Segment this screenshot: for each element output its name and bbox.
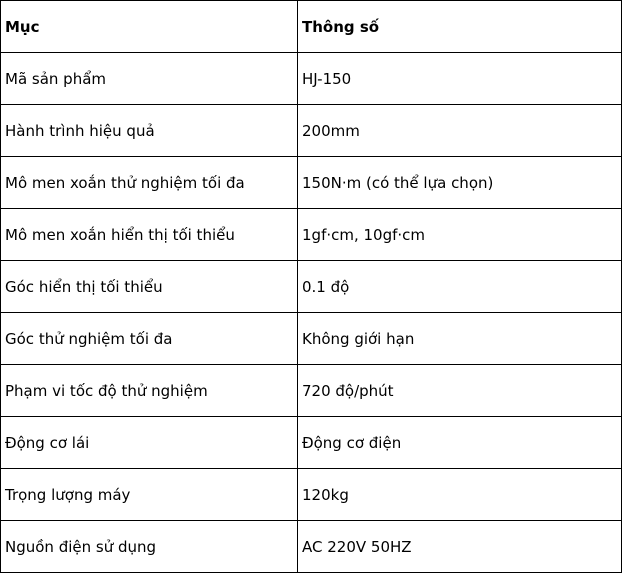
- row-value: HJ-150: [298, 53, 622, 105]
- table-row: [1, 157, 622, 209]
- header-spec: Thông số: [298, 1, 622, 53]
- row-label: Góc hiển thị tối thiểu: [1, 261, 298, 313]
- row-label: Mã sản phẩm: [1, 53, 298, 105]
- row-value: 200mm: [298, 105, 622, 157]
- table-row: [1, 417, 622, 469]
- table-row: [1, 521, 622, 573]
- table-row: [1, 209, 622, 261]
- row-value: AC 220V 50HZ: [298, 521, 622, 573]
- row-label: Phạm vi tốc độ thử nghiệm: [1, 365, 298, 417]
- row-value: Không giới hạn: [298, 313, 622, 365]
- row-label: Nguồn điện sử dụng: [1, 521, 298, 573]
- header-item: Mục: [1, 1, 298, 53]
- table-row: [1, 469, 622, 521]
- row-label: Hành trình hiệu quả: [1, 105, 298, 157]
- row-value: 120kg: [298, 469, 622, 521]
- row-label: Góc thử nghiệm tối đa: [1, 313, 298, 365]
- table-row: [1, 105, 622, 157]
- row-label: Mô men xoắn thử nghiệm tối đa: [1, 157, 298, 209]
- row-label: Trọng lượng máy: [1, 469, 298, 521]
- table-row: [1, 365, 622, 417]
- row-value: 150N·m (có thể lựa chọn): [298, 157, 622, 209]
- row-label: Mô men xoắn hiển thị tối thiểu: [1, 209, 298, 261]
- row-value: 1gf·cm, 10gf·cm: [298, 209, 622, 261]
- row-label: Động cơ lái: [1, 417, 298, 469]
- table-row: [1, 261, 622, 313]
- row-value: Động cơ điện: [298, 417, 622, 469]
- table-row: [1, 53, 622, 105]
- table-header-row: [1, 1, 622, 53]
- row-value: 0.1 độ: [298, 261, 622, 313]
- row-value: 720 độ/phút: [298, 365, 622, 417]
- table-row: [1, 313, 622, 365]
